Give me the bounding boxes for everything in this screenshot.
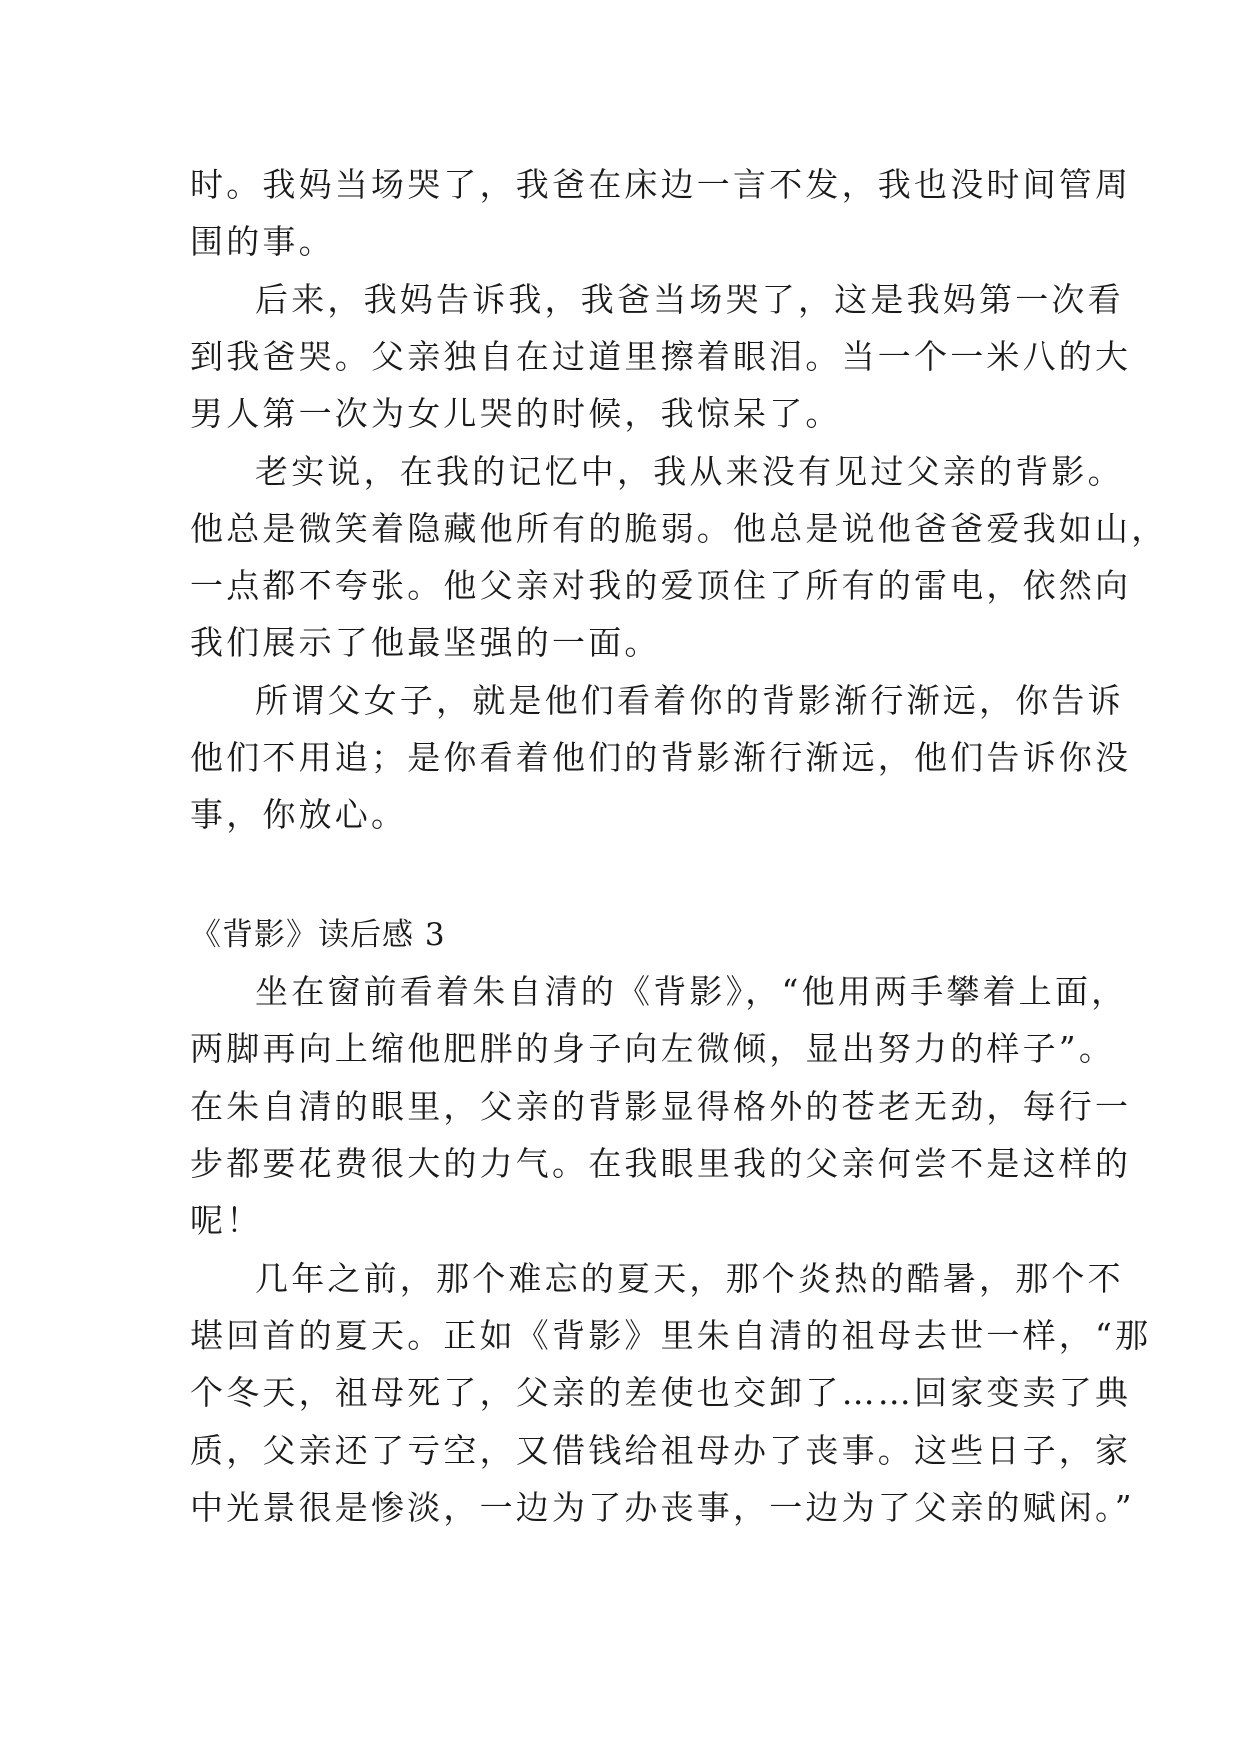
- text-line: 围的事。: [190, 222, 335, 261]
- text-line: 堪回首的夏天。正如《背影》里朱自清的祖母去世一样，“那: [190, 1316, 1152, 1355]
- text-line: 步都要花费很大的力气。在我眼里我的父亲何尝不是这样的: [190, 1144, 1132, 1183]
- text-line: 时。我妈当场哭了，我爸在床边一言不发，我也没时间管周: [190, 165, 1132, 204]
- text-line: 中光景很是惨淡，一边为了办丧事，一边为了父亲的赋闲。”: [190, 1488, 1135, 1527]
- text-line: 所谓父女子，就是他们看着你的背影渐行渐远，你告诉: [255, 681, 1124, 720]
- text-line: 他总是微笑着隐藏他所有的脆弱。他总是说他爸爸爱我如山，: [190, 509, 1168, 548]
- text-line: 事，你放心。: [190, 795, 408, 834]
- text-line: 几年之前，那个难忘的夏天，那个炎热的酷暑，那个不: [255, 1259, 1124, 1298]
- text-line: 呢！: [190, 1201, 263, 1240]
- text-line: 他们不用追；是你看着他们的背影渐行渐远，他们告诉你没: [190, 738, 1132, 777]
- text-line: 在朱自清的眼里，父亲的背影显得格外的苍老无劲，每行一: [190, 1087, 1132, 1126]
- text-line: 质，父亲还了亏空，又借钱给祖母办了丧事。这些日子，家: [190, 1431, 1132, 1470]
- text-line: 后来，我妈告诉我，我爸当场哭了，这是我妈第一次看: [255, 280, 1124, 319]
- text-line: 老实说，在我的记忆中，我从来没有见过父亲的背影。: [255, 452, 1124, 491]
- text-line: 到我爸哭。父亲独自在过道里擦着眼泪。当一个一米八的大: [190, 337, 1132, 376]
- text-line: 我们展示了他最坚强的一面。: [190, 623, 661, 662]
- text-line: 坐在窗前看着朱自清的《背影》，“他用两手攀着上面，: [255, 972, 1128, 1011]
- text-line: 个冬天，祖母死了，父亲的差使也交卸了……回家变卖了典: [190, 1373, 1132, 1412]
- text-line: 两脚再向上缩他肥胖的身子向左微倾，显出努力的样子”。: [190, 1029, 1116, 1068]
- text-line: 一点都不夸张。他父亲对我的爱顶住了所有的雷电，依然向: [190, 566, 1132, 605]
- text-line: 男人第一次为女儿哭的时候，我惊呆了。: [190, 394, 842, 433]
- section-title: 《背影》读后感 3: [190, 917, 446, 953]
